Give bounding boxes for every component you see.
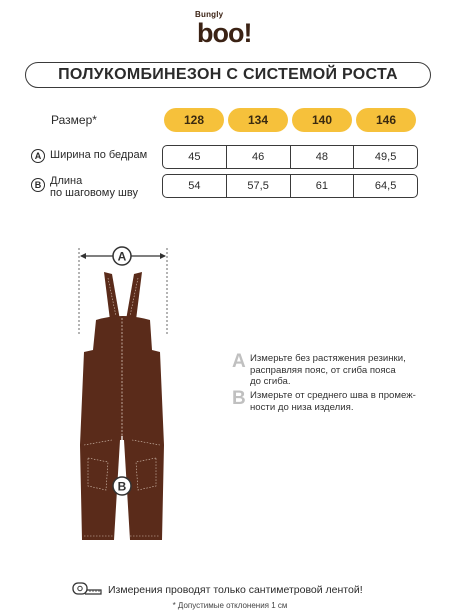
row-a-value-1: 46 xyxy=(227,146,291,168)
instruction-a-line-2: расправляя пояс, от сгиба пояса xyxy=(250,364,396,376)
instruction-b-line-1: Измерьте от среднего шва в промеж- xyxy=(250,390,416,401)
row-a-value-2: 48 xyxy=(291,146,355,168)
brand-mark: ! xyxy=(243,18,252,48)
size-pill-3: 146 xyxy=(356,108,416,132)
instruction-b-line-2: ности до низа изделия. xyxy=(250,401,354,413)
row-a-values xyxy=(162,145,418,169)
row-b-letter: B xyxy=(31,178,45,192)
instruction-a-letter: A xyxy=(232,351,246,372)
instruction-a xyxy=(232,352,406,388)
title-banner xyxy=(25,62,431,88)
instruction-a-text xyxy=(250,352,406,388)
row-b-values xyxy=(162,174,418,198)
size-pill-2: 140 xyxy=(292,108,352,132)
brand-main-text xyxy=(197,18,251,48)
instruction-b xyxy=(232,389,416,413)
brand-logo xyxy=(195,10,273,50)
instruction-a-line-3: до сгиба. xyxy=(250,376,291,387)
overalls-diagram xyxy=(60,240,190,560)
instruction-a-line-1: Измерьте без растяжения резинки, xyxy=(250,353,406,364)
instruction-b-text xyxy=(250,389,416,413)
row-a-value-0: 45 xyxy=(163,146,227,168)
row-a-letter: A xyxy=(31,149,45,163)
tolerance-footnote: * Допустимые отклонения 1 см xyxy=(172,601,288,610)
marker-b: B xyxy=(117,479,127,494)
row-a-value-3: 49,5 xyxy=(374,151,397,163)
row-b-value-2: 61 xyxy=(291,175,355,197)
brand-main-word: boo xyxy=(197,18,244,48)
row-b-value-0: 54 xyxy=(163,175,227,197)
row-b-text-line-1: Длина xyxy=(50,175,83,187)
row-b-text-line-2: по шаговому шву xyxy=(50,187,138,199)
row-b-value-1: 57,5 xyxy=(227,175,291,197)
measuring-tape-icon xyxy=(72,580,102,596)
measurement-note: Измерения проводят только сантиметровой лентой! xyxy=(108,584,363,596)
width-arrow-head-left xyxy=(80,253,86,259)
brand-small-text: Bungly xyxy=(195,10,224,19)
instruction-b-letter: B xyxy=(232,388,246,409)
row-a-text-line-1: Ширина по бедрам xyxy=(50,149,148,161)
row-a-text xyxy=(50,149,147,161)
size-label: Размер* xyxy=(51,113,97,127)
row-b-text xyxy=(50,175,138,199)
row-b-label xyxy=(31,175,138,199)
size-pill-0: 128 xyxy=(164,108,224,132)
page-title: ПОЛУКОМБИНЕЗОН С СИСТЕМОЙ РОСТА xyxy=(58,66,398,83)
size-pill-1: 134 xyxy=(228,108,288,132)
row-a-label xyxy=(31,149,147,163)
width-arrow-head-right xyxy=(160,253,166,259)
marker-a: A xyxy=(117,249,127,264)
row-b-value-3: 64,5 xyxy=(374,180,397,192)
length-arrow-head xyxy=(119,546,126,554)
